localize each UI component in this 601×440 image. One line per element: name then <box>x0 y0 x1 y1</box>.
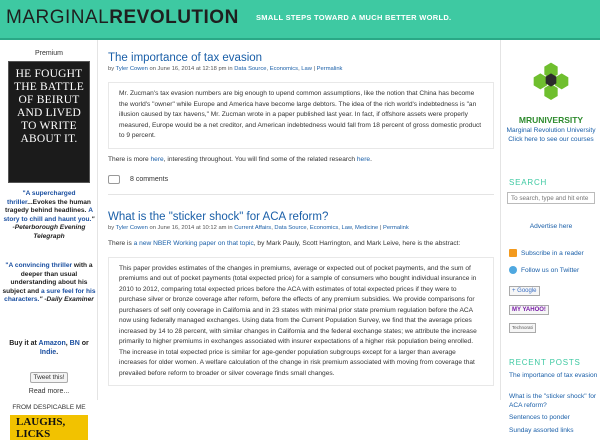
blurb1-link2[interactable]: A story to chill and haunt you. <box>3 207 93 223</box>
category-link[interactable]: Law <box>301 66 312 72</box>
search-input[interactable] <box>507 192 595 204</box>
buy-or: or <box>79 340 89 347</box>
search-heading: SEARCH <box>509 178 548 187</box>
blurb1-text: ...Evokes the human tragedy behind headlines. <box>5 198 91 214</box>
site-logo[interactable] <box>6 6 239 30</box>
mru-subtitle[interactable] <box>501 126 601 144</box>
category-link[interactable]: Medicine <box>355 224 379 231</box>
here-link[interactable]: here <box>150 155 164 163</box>
twitter-link[interactable]: Follow us on Twitter <box>521 266 580 274</box>
permalink[interactable]: Permalink <box>316 66 343 72</box>
para-text: , interesting throughout. You will find some of the related research <box>163 155 357 163</box>
main-content <box>108 40 494 400</box>
book-blurb-1 <box>2 190 96 241</box>
premium-label: Premium <box>34 50 63 57</box>
post-meta: by Tyler Cowen on June 16, 2014 at 12:18 pm in Data Source, Economics, Law | Permalink <box>108 66 343 72</box>
subscribe-link[interactable]: Subscribe in a reader <box>521 249 584 257</box>
post-blockquote: This paper provides estimates of the changes in premiums, average or expected out of pocket payments, and the sum of premiums and out of pocket payments (total expected price) for a sample of consumers who bought individual insurance in 2010 to 2012, comparing total expected prices before the ACA with estimates of total expected prices if they were to purchase silver or bronze coverage after reform, before the effects of any premium subsidies. We provide comparisons for purchasers of self only coverage in California and in 23 states with minimal prior state premium regulation before the ACA now using federally managed exchanges. Using data from the Current Population Survey, we find that the average prices increased by 14 to 28 percent, with similar changes in California and the federal exchange states; we attribute the increase primarily to higher premiums in exchanges associated with insurer expectations of a higher risk population being enrolled. The increase in total expected price is similar for age-gender population subgroups except for a larger than average increases for older women. A welfare calculation of the change in risk premium associated with moving from coverage that prevailed before reform to broader or silver coverage finds small changes. <box>108 257 494 387</box>
author-link[interactable]: Tyler Cowen <box>115 66 148 72</box>
blurb2-link2[interactable]: a sure feel for his characters. <box>4 287 96 303</box>
blurb2-link[interactable]: "A convincing thriller <box>5 262 73 269</box>
category-link[interactable]: Data Source <box>274 224 307 231</box>
third-party-badge[interactable]: Technorati <box>509 323 536 333</box>
buy-period: . <box>56 348 59 356</box>
read-more-link[interactable]: Read more... <box>28 388 70 395</box>
logo-part2[interactable]: REVOLUTION <box>109 7 239 28</box>
here-link[interactable]: here <box>356 155 371 163</box>
site-header <box>0 0 600 38</box>
post-2 <box>108 211 494 387</box>
post-meta: by Tyler Cowen on June 16, 2014 at 10:12 am in Current Affairs, Data Source, Economics, Law, Medicine | Permalink <box>108 224 409 231</box>
despicable-label: FROM DESPICABLE ME <box>12 404 86 411</box>
post-paragraph <box>108 155 494 165</box>
right-sidebar <box>500 40 600 434</box>
post-title[interactable]: What is the "sticker shock" for ACA reform? <box>108 210 329 223</box>
meta-by: by <box>108 224 116 231</box>
book-cover-text: HE FOUGHT THE BATTLE OF BEIRUT AND LIVED TO WRITE ABOUT IT. <box>13 68 85 145</box>
add-to-google-badge[interactable]: + Google <box>509 286 540 296</box>
permalink[interactable]: Permalink <box>382 224 409 231</box>
left-sidebar <box>0 40 98 440</box>
meta-date: on June 16, 2014 at 10:12 am in <box>147 224 235 231</box>
post-intro <box>108 239 494 249</box>
para-text: There is more <box>108 155 151 163</box>
comments-count[interactable]: 8 comments <box>130 175 169 183</box>
category-link[interactable]: Data Source <box>234 66 267 72</box>
nber-paper-link[interactable]: a new NBER Working paper on that topic <box>133 239 254 247</box>
book-blurb-2 <box>2 262 96 305</box>
category-link[interactable]: Economics <box>269 66 299 72</box>
comments-row[interactable] <box>108 175 494 184</box>
mru-subtitle-line1[interactable]: Marginal Revolution University <box>506 127 596 134</box>
blurb1-source: " -Peterborough Evening Telegraph <box>12 215 95 240</box>
buy-amazon-link[interactable]: Amazon <box>38 340 66 347</box>
recent-post-link[interactable]: Sunday assorted links <box>509 427 574 434</box>
intro-text: There is <box>108 239 134 247</box>
mru-name[interactable]: MRUNIVERSITY <box>518 115 584 125</box>
meta-by: by <box>108 66 116 72</box>
recent-posts-heading: RECENT POSTS <box>509 358 581 367</box>
buy-comma: , <box>65 340 70 347</box>
buy-bn-link[interactable]: BN <box>69 340 80 347</box>
subscribe-row[interactable] <box>509 249 584 257</box>
recent-post-link[interactable]: The importance of tax evasion <box>509 372 598 379</box>
category-link[interactable]: Current Affairs <box>234 224 272 231</box>
post-1 <box>108 52 494 195</box>
logo-part1[interactable]: MARGINAL <box>6 7 110 28</box>
para-text: . <box>370 155 372 163</box>
recent-post-link[interactable]: Sentences to ponder <box>509 414 570 421</box>
add-to-my-yahoo-badge[interactable]: MY YAHOO! <box>509 305 549 315</box>
laughs-licks-book-image[interactable]: LAUGHS, LICKS <box>10 415 88 440</box>
post-blockquote: Mr. Zucman's tax evasion numbers are big enough to upend common assumptions, like the notion that China has become the world's "owner" while Europe and America have become large debtors. The idea of the rich world's indebtedness is "an illusion caused by tax havens," Mr. Zucman wrote in a paper published last year. In fact, if offshore assets were properly measured, Europe would be a net creditor, and American indebtedness would fall from 18 percent of gross domestic product to 9 percent. <box>108 82 494 149</box>
post-title[interactable]: The importance of tax evasion <box>108 52 263 64</box>
rss-icon <box>509 249 517 257</box>
blurb2-text: with a deeper than usual understanding about his subject and <box>2 262 93 295</box>
meta-date: on June 16, 2014 at 12:18 pm in <box>147 66 235 72</box>
tweet-this-button[interactable]: Tweet this! <box>30 372 68 383</box>
intro-text: , by Mark Pauly, Scott Harrington, and Mark Leive, here is the abstract: <box>253 239 461 247</box>
buy-prefix: Buy it at <box>9 340 39 347</box>
advertise-link[interactable]: Advertise here <box>529 223 573 230</box>
twitter-icon <box>509 266 517 274</box>
blurb2-source: " -Daily Examiner <box>39 296 94 303</box>
category-link[interactable]: Law <box>341 224 352 231</box>
mru-courses-link[interactable]: Click here to see our courses <box>508 136 594 143</box>
buy-links <box>2 340 96 357</box>
twitter-row[interactable] <box>509 266 579 274</box>
buy-indie-link[interactable]: Indie <box>39 348 57 356</box>
comment-icon <box>108 175 120 184</box>
post-divider <box>108 194 494 195</box>
category-link[interactable]: Economics <box>309 224 339 231</box>
author-link[interactable]: Tyler Cowen <box>115 224 148 231</box>
recent-post-link[interactable]: What is the "sticker shock" for ACA reform? <box>509 393 597 409</box>
book-cover-image[interactable] <box>8 61 90 183</box>
blurb1-link[interactable]: "A supercharged thriller <box>7 190 76 206</box>
site-tagline: SMALL STEPS TOWARD A MUCH BETTER WORLD. <box>256 13 452 22</box>
mru-hexagon-logo-icon[interactable] <box>531 54 571 106</box>
